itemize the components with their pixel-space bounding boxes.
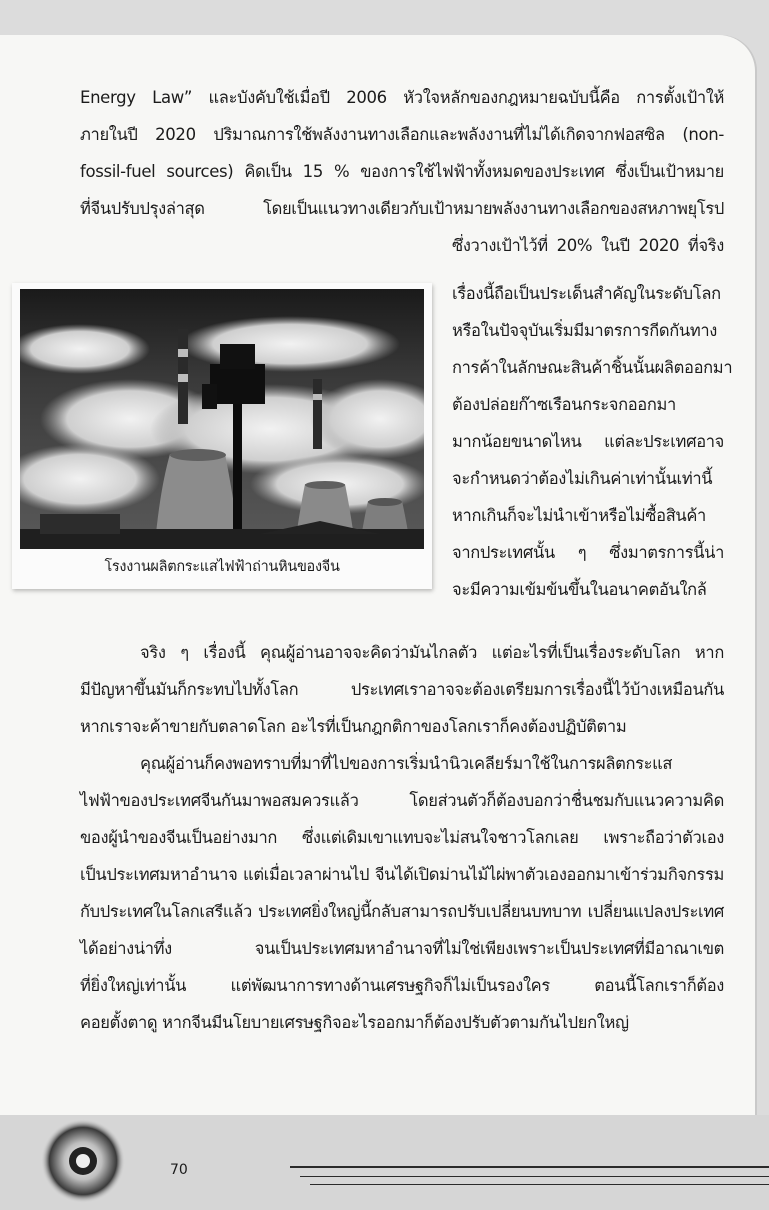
text-line: ต้องปล่อยก๊าซเรือนกระจกออกมา [452, 395, 676, 414]
text-line: จากประเทศนั้น ๆ ซึ่งมาตรการนี้น่า [452, 543, 724, 562]
text-line: เรื่องนี้ถือเป็นประเด็นสำคัญในระดับโลก [452, 284, 721, 303]
text-line: fossil-fuel sources) คิดเป็น 15 % ของการใช้ไฟฟ้าทั้งหมดของประเทศ ซึ่งเป็นเป้าหมาย [80, 162, 724, 181]
text-line: ภายในปี 2020 ปริมาณการใช้พลังงานทางเลือกและพลังงานที่ไม่ได้เกิดจากฟอสซิล (non- [80, 125, 724, 144]
text-line: หากเราจะค้าขายกับตลาดโลก อะไรที่เป็นกฎกติกาของโลกเราก็คงต้องปฏิบัติตาม [80, 717, 627, 736]
text-line: Energy Law” และบังคับใช้เมื่อปี 2006 หัวใจหลักของกฎหมายฉบับนี้คือ การตั้งเป้าให้ [80, 88, 724, 107]
text-line: ซึ่งวางเป้าไว้ที่ 20% ในปี 2020 ที่จริง [452, 236, 724, 255]
coal-power-plant-photo [20, 289, 424, 549]
text-line: หากเกินก็จะไม่นำเข้าหรือไม่ซื้อสินค้า [452, 506, 706, 525]
text-line: มีปัญหาขึ้นมันก็กระทบไปทั้งโลก ประเทศเราอาจจะต้องเตรียมการเรื่องนี้ไว้บ้างเหมือนกัน [80, 680, 724, 699]
footer-rule [310, 1184, 769, 1185]
text-line: ที่จีนปรับปรุงล่าสุด โดยเป็นแนวทางเดียวกับเป้าหมายพลังงานทางเลือกของสหภาพยุโรป [80, 199, 724, 218]
text-line: หรือในปัจจุบันเริ่มมีมาตรการกีดกันทาง [452, 321, 718, 340]
text-line: ไฟฟ้าของประเทศจีนกันมาพอสมควรแล้ว โดยส่วนตัวก็ต้องบอกว่าชื่นชมกับแนวความคิด [80, 791, 724, 810]
text-line: ได้อย่างน่าทึ่ง จนเป็นประเทศมหาอำนาจที่ไม่ใช่เพียงเพราะเป็นประเทศที่มีอาณาเขต [80, 939, 724, 958]
text-line: จริง ๆ เรื่องนี้ คุณผู้อ่านอาจจะคิดว่ามันไกลตัว แต่อะไรที่เป็นเรื่องระดับโลก หาก [140, 643, 724, 662]
text-line: กับประเทศในโลกเสรีแล้ว ประเทศยิ่งใหญ่นี้กลับสามารถปรับเปลี่ยนบทบาท เปลี่ยนแปลงประเทศ [80, 902, 724, 921]
figure-caption: โรงงานผลิตกระแสไฟฟ้าถ่านหินของจีน [104, 559, 340, 575]
text-line: ที่ยิ่งใหญ่เท่านั้น แต่พัฒนาการทางด้านเศรษฐกิจก็ไม่เป็นรองใคร ตอนนี้โลกเราก็ต้อง [80, 976, 724, 995]
footer-rule [300, 1176, 769, 1177]
text-line: เป็นประเทศมหาอำนาจ แต่เมื่อเวลาผ่านไป จีนได้เปิดม่านไม้ไผ่พาตัวเองออกมาเข้าร่วมกิจกรรม [80, 865, 724, 884]
text-line: ของผู้นำของจีนเป็นอย่างมาก ซึ่งแต่เดิมเขาแทบจะไม่สนใจชาวโลกเลย เพราะถือว่าตัวเอง [80, 828, 724, 847]
text-line: คุณผู้อ่านก็คงพอทราบที่มาที่ไปของการเริ่มนำนิวเคลียร์มาใช้ในการผลิตกระแส [140, 754, 673, 773]
footer-emblem-icon [40, 1118, 126, 1204]
text-line: จะมีความเข้มข้นขึ้นในอนาคตอันใกล้ [452, 580, 707, 599]
page-number: 70 [170, 1162, 188, 1178]
text-line: คอยตั้งตาดู หากจีนมีนโยบายเศรษฐกิจอะไรออกมาก็ต้องปรับตัวตามกันไปยกใหญ่ [80, 1013, 629, 1032]
text-line: จะกำหนดว่าต้องไม่เกินค่าเท่านั้นเท่านี้ [452, 469, 713, 488]
footer-rule [290, 1166, 769, 1168]
text-line: มากน้อยขนาดไหน แต่ละประเทศอาจ [452, 432, 724, 451]
text-line: การค้าในลักษณะสินค้าชิ้นนั้นผลิตออกมา [452, 358, 733, 377]
figure-photo-frame [12, 283, 432, 589]
